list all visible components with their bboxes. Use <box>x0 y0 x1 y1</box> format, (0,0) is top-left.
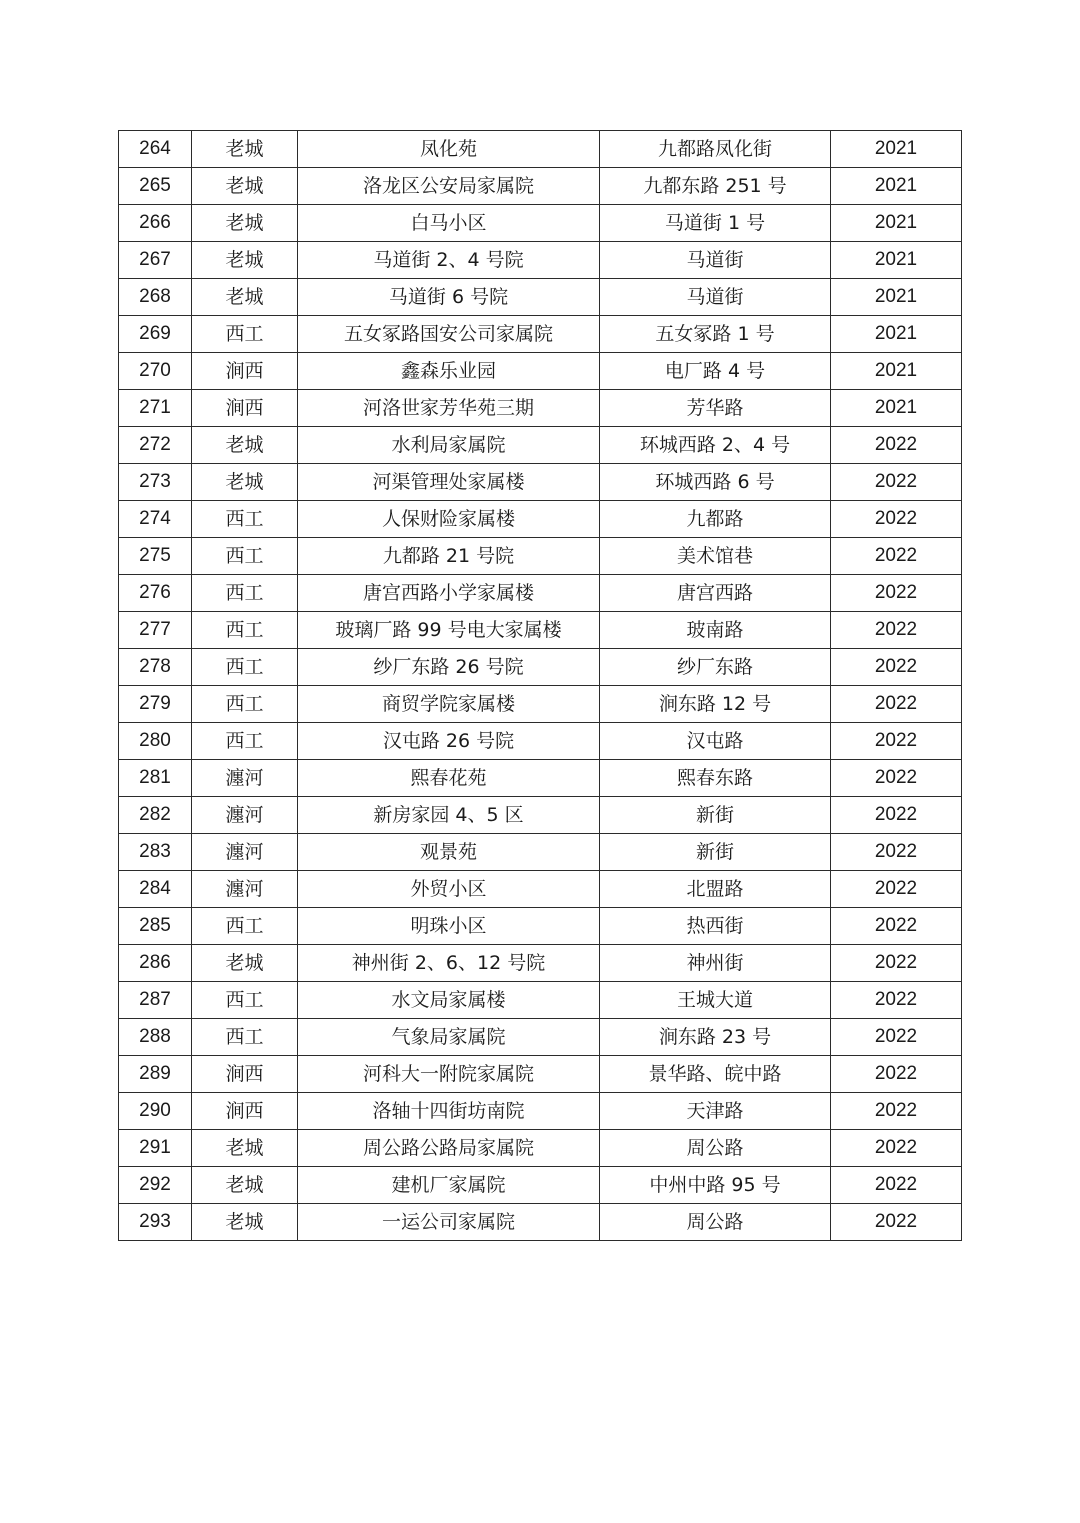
community-name-cell: 人保财险家属楼 <box>298 501 600 538</box>
address-cell: 景华路、皖中路 <box>600 1056 831 1093</box>
community-name-cell: 一运公司家属院 <box>298 1204 600 1241</box>
table-row <box>119 353 962 390</box>
address-cell: 熙春东路 <box>600 760 831 797</box>
address-cell: 环城西路 6 号 <box>600 464 831 501</box>
row-number: 281 <box>119 760 192 797</box>
row-number: 282 <box>119 797 192 834</box>
district-cell: 老城 <box>192 168 298 205</box>
address-cell: 新街 <box>600 797 831 834</box>
table-row <box>119 242 962 279</box>
district-cell: 西工 <box>192 982 298 1019</box>
community-name-cell: 明珠小区 <box>298 908 600 945</box>
table-row <box>119 945 962 982</box>
community-name-cell: 白马小区 <box>298 205 600 242</box>
address-cell: 九都路 <box>600 501 831 538</box>
community-name-cell: 唐宫西路小学家属楼 <box>298 575 600 612</box>
district-cell: 老城 <box>192 242 298 279</box>
row-number: 285 <box>119 908 192 945</box>
address-cell: 汉屯路 <box>600 723 831 760</box>
community-name-cell: 鑫森乐业园 <box>298 353 600 390</box>
district-cell: 老城 <box>192 1204 298 1241</box>
year-cell: 2021 <box>831 205 962 242</box>
address-cell: 北盟路 <box>600 871 831 908</box>
district-cell: 瀍河 <box>192 797 298 834</box>
district-cell: 老城 <box>192 464 298 501</box>
district-cell: 老城 <box>192 1167 298 1204</box>
table-row <box>119 168 962 205</box>
address-cell: 马道街 1 号 <box>600 205 831 242</box>
community-name-cell: 商贸学院家属楼 <box>298 686 600 723</box>
year-cell: 2022 <box>831 686 962 723</box>
row-number: 265 <box>119 168 192 205</box>
address-cell: 周公路 <box>600 1204 831 1241</box>
year-cell: 2022 <box>831 797 962 834</box>
year-cell: 2022 <box>831 1204 962 1241</box>
year-cell: 2022 <box>831 834 962 871</box>
address-cell: 九都路凤化街 <box>600 131 831 168</box>
address-cell: 涧东路 12 号 <box>600 686 831 723</box>
table-row <box>119 427 962 464</box>
row-number: 292 <box>119 1167 192 1204</box>
community-name-cell: 河科大一附院家属院 <box>298 1056 600 1093</box>
district-cell: 西工 <box>192 1019 298 1056</box>
address-cell: 中州中路 95 号 <box>600 1167 831 1204</box>
year-cell: 2021 <box>831 131 962 168</box>
table-row <box>119 834 962 871</box>
district-cell: 西工 <box>192 575 298 612</box>
district-cell: 西工 <box>192 908 298 945</box>
row-number: 272 <box>119 427 192 464</box>
year-cell: 2022 <box>831 612 962 649</box>
address-cell: 芳华路 <box>600 390 831 427</box>
address-cell: 周公路 <box>600 1130 831 1167</box>
address-cell: 五女冢路 1 号 <box>600 316 831 353</box>
community-name-cell: 河洛世家芳华苑三期 <box>298 390 600 427</box>
table-row <box>119 205 962 242</box>
district-cell: 老城 <box>192 427 298 464</box>
community-name-cell: 熙春花苑 <box>298 760 600 797</box>
community-name-cell: 纱厂东路 26 号院 <box>298 649 600 686</box>
address-cell: 新街 <box>600 834 831 871</box>
address-cell: 天津路 <box>600 1093 831 1130</box>
community-name-cell: 河渠管理处家属楼 <box>298 464 600 501</box>
year-cell: 2022 <box>831 871 962 908</box>
community-name-cell: 五女冢路国安公司家属院 <box>298 316 600 353</box>
year-cell: 2021 <box>831 390 962 427</box>
row-number: 270 <box>119 353 192 390</box>
district-cell: 老城 <box>192 1130 298 1167</box>
district-cell: 西工 <box>192 686 298 723</box>
address-cell: 玻南路 <box>600 612 831 649</box>
year-cell: 2022 <box>831 575 962 612</box>
district-cell: 涧西 <box>192 390 298 427</box>
community-name-cell: 水文局家属楼 <box>298 982 600 1019</box>
table-row <box>119 1204 962 1241</box>
row-number: 277 <box>119 612 192 649</box>
community-name-cell: 九都路 21 号院 <box>298 538 600 575</box>
row-number: 275 <box>119 538 192 575</box>
row-number: 271 <box>119 390 192 427</box>
address-cell: 九都东路 251 号 <box>600 168 831 205</box>
row-number: 267 <box>119 242 192 279</box>
address-cell: 唐宫西路 <box>600 575 831 612</box>
community-name-cell: 洛龙区公安局家属院 <box>298 168 600 205</box>
district-cell: 老城 <box>192 205 298 242</box>
row-number: 288 <box>119 1019 192 1056</box>
year-cell: 2021 <box>831 242 962 279</box>
table-row <box>119 464 962 501</box>
year-cell: 2022 <box>831 538 962 575</box>
row-number: 276 <box>119 575 192 612</box>
community-name-cell: 外贸小区 <box>298 871 600 908</box>
district-cell: 涧西 <box>192 1056 298 1093</box>
row-number: 291 <box>119 1130 192 1167</box>
row-number: 268 <box>119 279 192 316</box>
district-cell: 西工 <box>192 723 298 760</box>
address-cell: 热西街 <box>600 908 831 945</box>
row-number: 279 <box>119 686 192 723</box>
row-number: 274 <box>119 501 192 538</box>
year-cell: 2022 <box>831 760 962 797</box>
row-number: 278 <box>119 649 192 686</box>
table-row <box>119 760 962 797</box>
year-cell: 2022 <box>831 427 962 464</box>
district-cell: 西工 <box>192 501 298 538</box>
year-cell: 2022 <box>831 1019 962 1056</box>
row-number: 264 <box>119 131 192 168</box>
table-row <box>119 575 962 612</box>
table-row <box>119 649 962 686</box>
table-row <box>119 1056 962 1093</box>
address-cell: 王城大道 <box>600 982 831 1019</box>
district-cell: 涧西 <box>192 353 298 390</box>
table-row <box>119 871 962 908</box>
community-name-cell: 马道街 2、4 号院 <box>298 242 600 279</box>
community-name-cell: 洛轴十四街坊南院 <box>298 1093 600 1130</box>
row-number: 283 <box>119 834 192 871</box>
table-row <box>119 1167 962 1204</box>
year-cell: 2021 <box>831 353 962 390</box>
year-cell: 2022 <box>831 501 962 538</box>
address-cell: 马道街 <box>600 242 831 279</box>
address-cell: 涧东路 23 号 <box>600 1019 831 1056</box>
row-number: 266 <box>119 205 192 242</box>
year-cell: 2021 <box>831 279 962 316</box>
address-cell: 电厂路 4 号 <box>600 353 831 390</box>
district-cell: 老城 <box>192 945 298 982</box>
year-cell: 2021 <box>831 316 962 353</box>
community-name-cell: 气象局家属院 <box>298 1019 600 1056</box>
year-cell: 2022 <box>831 982 962 1019</box>
year-cell: 2022 <box>831 1093 962 1130</box>
row-number: 293 <box>119 1204 192 1241</box>
table-row <box>119 982 962 1019</box>
row-number: 286 <box>119 945 192 982</box>
row-number: 269 <box>119 316 192 353</box>
table-row <box>119 686 962 723</box>
table-row <box>119 1093 962 1130</box>
address-cell: 马道街 <box>600 279 831 316</box>
community-name-cell: 周公路公路局家属院 <box>298 1130 600 1167</box>
year-cell: 2022 <box>831 1167 962 1204</box>
community-name-cell: 凤化苑 <box>298 131 600 168</box>
community-name-cell: 马道街 6 号院 <box>298 279 600 316</box>
address-cell: 纱厂东路 <box>600 649 831 686</box>
year-cell: 2022 <box>831 649 962 686</box>
year-cell: 2022 <box>831 945 962 982</box>
year-cell: 2022 <box>831 908 962 945</box>
table-row <box>119 538 962 575</box>
row-number: 280 <box>119 723 192 760</box>
community-name-cell: 建机厂家属院 <box>298 1167 600 1204</box>
community-name-cell: 神州街 2、6、12 号院 <box>298 945 600 982</box>
year-cell: 2022 <box>831 464 962 501</box>
table-row <box>119 316 962 353</box>
community-table <box>118 130 962 1241</box>
district-cell: 老城 <box>192 279 298 316</box>
table-row <box>119 131 962 168</box>
address-cell: 神州街 <box>600 945 831 982</box>
row-number: 284 <box>119 871 192 908</box>
year-cell: 2022 <box>831 1130 962 1167</box>
year-cell: 2022 <box>831 723 962 760</box>
district-cell: 瀍河 <box>192 871 298 908</box>
community-name-cell: 玻璃厂路 99 号电大家属楼 <box>298 612 600 649</box>
year-cell: 2022 <box>831 1056 962 1093</box>
address-cell: 环城西路 2、4 号 <box>600 427 831 464</box>
community-name-cell: 水利局家属院 <box>298 427 600 464</box>
district-cell: 西工 <box>192 316 298 353</box>
table-row <box>119 1130 962 1167</box>
district-cell: 西工 <box>192 612 298 649</box>
row-number: 273 <box>119 464 192 501</box>
community-name-cell: 新房家园 4、5 区 <box>298 797 600 834</box>
district-cell: 老城 <box>192 131 298 168</box>
row-number: 289 <box>119 1056 192 1093</box>
table-body <box>119 131 962 1241</box>
table-row <box>119 612 962 649</box>
table-row <box>119 279 962 316</box>
district-cell: 西工 <box>192 538 298 575</box>
table-row <box>119 723 962 760</box>
table-row <box>119 1019 962 1056</box>
address-cell: 美术馆巷 <box>600 538 831 575</box>
table-row <box>119 390 962 427</box>
district-cell: 涧西 <box>192 1093 298 1130</box>
table-row <box>119 908 962 945</box>
year-cell: 2021 <box>831 168 962 205</box>
district-cell: 瀍河 <box>192 760 298 797</box>
table-row <box>119 501 962 538</box>
row-number: 290 <box>119 1093 192 1130</box>
community-name-cell: 观景苑 <box>298 834 600 871</box>
row-number: 287 <box>119 982 192 1019</box>
community-name-cell: 汉屯路 26 号院 <box>298 723 600 760</box>
district-cell: 西工 <box>192 649 298 686</box>
district-cell: 瀍河 <box>192 834 298 871</box>
table-row <box>119 797 962 834</box>
